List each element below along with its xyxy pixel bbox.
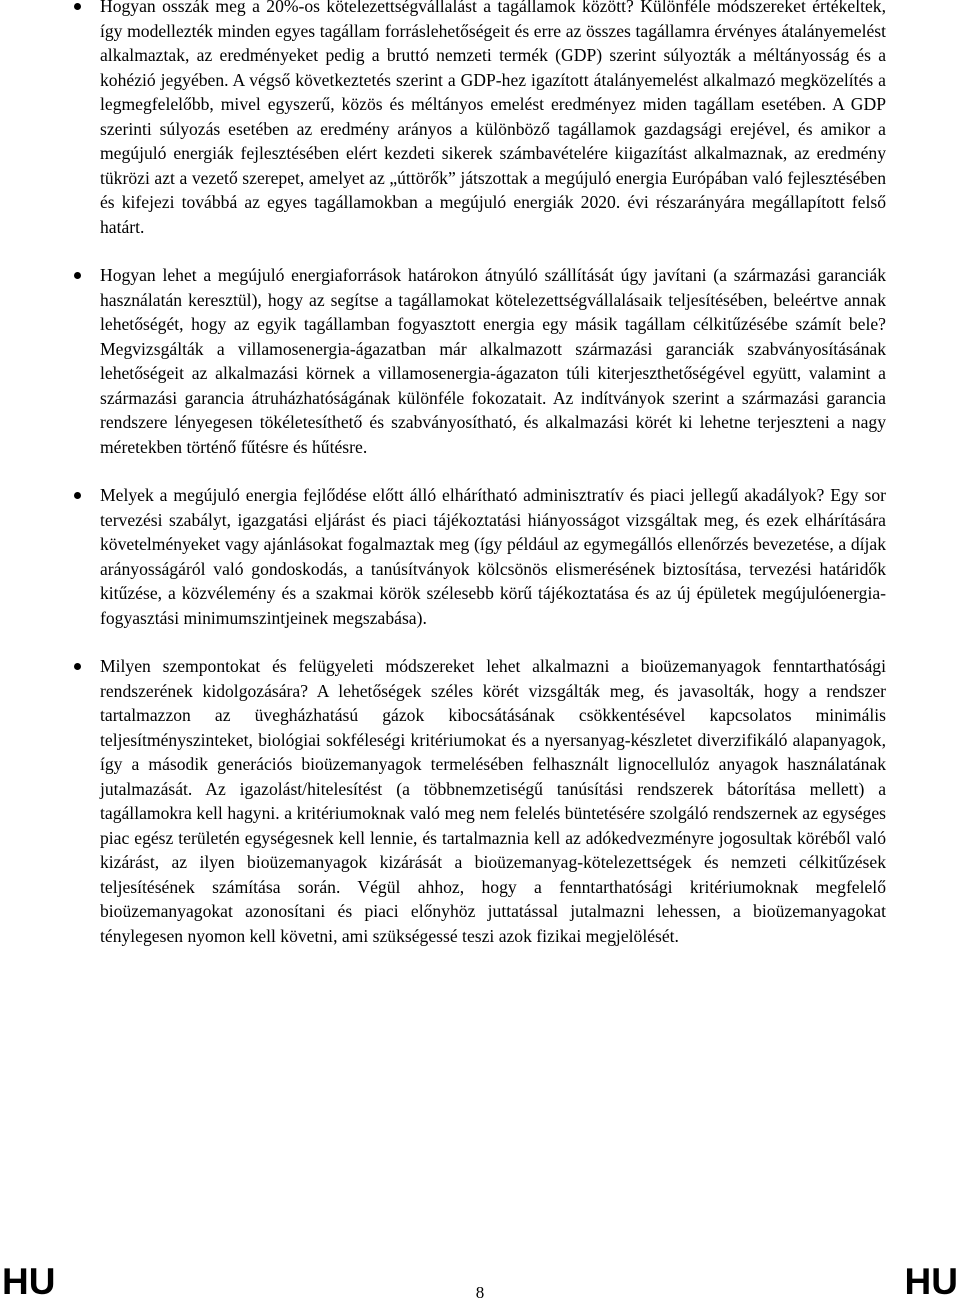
bullet-text: Hogyan osszák meg a 20%-os kötelezettségvállalást a tagállamok között? Különféle módszereket értékeltek, így modellezték minden egyes tagállam forráslehetőségeit és erre az összes tagállamra érvényes átalányemelést alkalmaztak, az eredményeket pedig a bruttó nemzeti termék (GDP) szerint súlyozták a méltányosság és a kohézió jegyében. A végső következtetés szerint a GDP-hez igazított átalányemelést alkalmazó megközelítés a legmegfelelőbb, mivel egyszerű, közös és méltányos emelést eredményez miden tagállam esetében. A GDP szerinti súlyozás esetében az eredmény arányos a különböző tagállamok gazdagsági erejével, és amikor a megújuló energiák fejlesztésében elért kezdeti sikerek számbavételére kiigazítást alkalmaznak, az eredmény tükrözi azt a vezető szerepet, amelyet az „úttörők” játszottak a megújuló energia Európában való fejlesztésében és kifejezi továbbá az egyes tagállamokban a megújuló energiák 2020. évi részarányára megállapított felső határt. (100, 0, 886, 237)
bullet-text: Melyek a megújuló energia fejlődése előtt álló elhárítható adminisztratív és piaci jellegű akadályok? Egy sor tervezési szabályt, igazgatási eljárást és piaci tájékoztatási hiányosságot vizsgáltak meg, és ezek elhárítására követelményeket vagy ajánlásokat fogalmaztak meg (így például az egymegállós ellenőrzés bevezetése, a díjak arányosságáról való gondoskodás, a tanúsítványok kölcsönös elismerésének biztosítása, tervezési határidők kitűzése, a közvélemény és a szakmai körök szélesebb körű tájékoztatása és az új épületek megújulóenergia-fogyasztási minimumszintjeinek megszabása). (100, 485, 886, 628)
bullet-dot-icon (74, 663, 81, 670)
document-body (100, 0, 886, 972)
bullet-item-2 (100, 263, 886, 459)
page-number: 8 (475, 1283, 485, 1302)
bullet-dot-icon (74, 3, 81, 10)
bullet-item-3 (100, 483, 886, 630)
bullet-item-4 (100, 654, 886, 948)
bullet-text: Hogyan lehet a megújuló energiaforrások határokon átnyúló szállítását úgy javítani (a származási garanciák használatán keresztül), hogy az segítse a tagállamokat kötelezettségvállalásaik teljesítésében, beleértve annak lehetőségét, hogy az egyik tagállamban fogyasztott energia egy másik tagállam célkitűzésébe számít bele? Megvizsgálták a villamosenergia-ágazatban már alkalmazott származási garanciák szabványosításának lehetőségeit az alkalmazási körnek a villamosenergia-ágazaton túli kiterjeszthetőségével együtt, valamint a származási garancia átruházhatóságának különféle fokozatait. Az indítványok szerint a származási garancia rendszere lényegesen tökéletesíthető és szabványosítható, és alkalmazási körét ki lehetne terjeszteni a nagy méretekben történő fűtésre és hűtésre. (100, 265, 886, 457)
footer-language-left: HU (2, 1261, 56, 1302)
bullet-item-1 (100, 0, 886, 239)
footer-language-right: HU (904, 1261, 958, 1302)
bullet-dot-icon (74, 492, 81, 499)
bullet-text: Milyen szempontokat és felügyeleti módszereket lehet alkalmazni a bioüzemanyagok fenntarthatósági rendszerének kidolgozására? A lehetőségek széles körét vizsgálták meg, és javasolták, hogy a rendszer tartalmazzon az üvegházhatású gázok kibocsátásának csökkentésével kapcsolatos minimális teljesítményszinteket, biológiai sokféleségi kritériumokat és a nyersanyag-készletet diverzifikáló alapanyagok, így a második generációs bioüzemanyagok termelésében felhasznált lignocellulóz anyagok használatának jutalmazását. Az igazolást/hitelesítést (a többnemzetiségű tanúsítási rendszerek bátorítása mellett) a tagállamokra kell hagyni. a kritériumoknak való meg nem felelés büntetésére szolgáló rendszernek az egységes piac egész területén egységesnek kell lennie, és tartalmaznia kell az adókedvezményre jogosultak köréből való kizárást, az ilyen bioüzemanyagok kizárását a bioüzemanyag-kötelezettségek és nemzeti célkitűzések teljesítésének számítása során. Végül ahhoz, hogy a fenntarthatósági kritériumoknak megfelelő bioüzemanyagokat azonosítani és piaci előnyhöz juttatással jutalmazni lehessen, a bioüzemanyagokat ténylegesen nyomon kell követni, ami szükségessé teszi azok fizikai megjelölését. (100, 656, 886, 946)
bullet-dot-icon (74, 272, 81, 279)
